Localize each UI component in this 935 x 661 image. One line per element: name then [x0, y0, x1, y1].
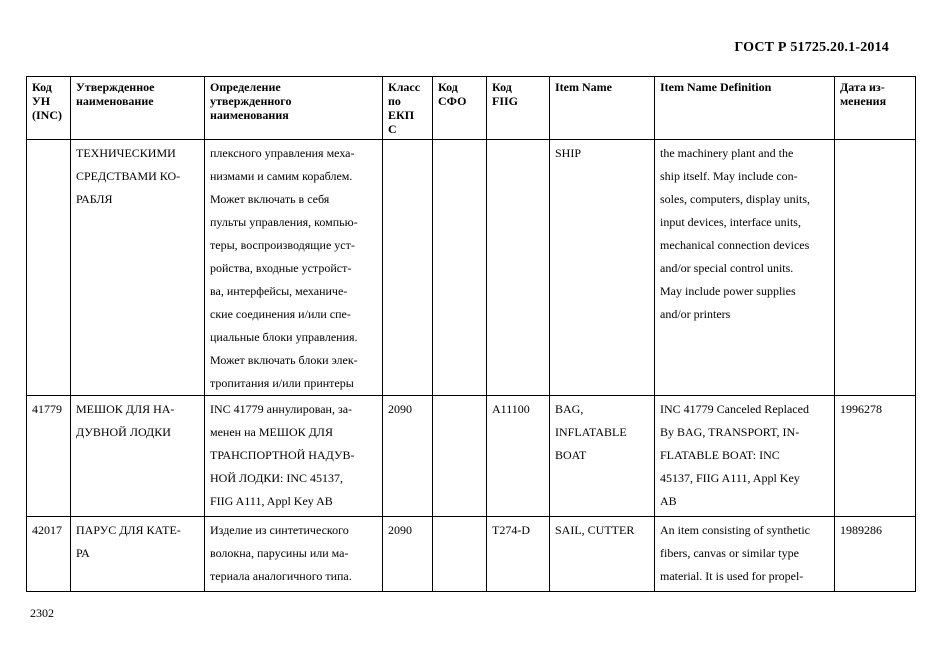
table-row — [27, 140, 916, 396]
header-fiig-code: Код FIIG — [487, 77, 550, 140]
cell-item-name-definition: INC 41779 Canceled Replaced By BAG, TRANSPORT, IN- FLATABLE BOAT: INC 45137, FIIG A111, Appl Key AB — [655, 396, 835, 517]
cell-item-name-definition: the machinery plant and the ship itself. May include con- soles, computers, display units, input devices, interface units, mechanical connection devices and/or special control units. May include power supplies and/or printers — [655, 140, 835, 396]
table-header-row — [27, 77, 916, 140]
cell-sfo-code — [433, 517, 487, 592]
cell-definition: INC 41779 аннулирован, за- менен на МЕШОК ДЛЯ ТРАНСПОРТНОЙ НАДУВ- НОЙ ЛОДКИ: INC 45137, FIIG A111, Appl Key AB — [205, 396, 383, 517]
header-approved-name: Утвержденное наименование — [71, 77, 205, 140]
document-standard-code: ГОСТ Р 51725.20.1-2014 — [734, 40, 889, 55]
cell-item-name: SHIP — [550, 140, 655, 396]
cell-definition: Изделие из синтетического волокна, парусины или ма- териала аналогичного типа. — [205, 517, 383, 592]
cell-fiig-code — [487, 140, 550, 396]
cell-item-name: BAG, INFLATABLE BOAT — [550, 396, 655, 517]
table-row — [27, 396, 916, 517]
cell-sfo-code — [433, 140, 487, 396]
cell-item-name-definition: An item consisting of synthetic fibers, canvas or similar type material. It is used for propel- — [655, 517, 835, 592]
cell-definition: плексного управления меха- низмами и самим кораблем. Может включать в себя пульты управления, компью- теры, воспроизводящие уст- ройства, входные устройст- ва, интерфейсы, механиче- ские соединения и/или спе- циальные блоки управления. Может включать блоки элек- тропитания и/или принтеры — [205, 140, 383, 396]
cell-ekps-class — [383, 140, 433, 396]
cell-ekps-class: 2090 — [383, 396, 433, 517]
cell-approved-name: МЕШОК ДЛЯ НА- ДУВНОЙ ЛОДКИ — [71, 396, 205, 517]
header-ekps-class: Класс по ЕКП С — [383, 77, 433, 140]
header-item-name-definition: Item Name Definition — [655, 77, 835, 140]
cell-inc — [27, 140, 71, 396]
cell-fiig-code: A11100 — [487, 396, 550, 517]
cell-approved-name: ТЕХНИЧЕСКИМИ СРЕДСТВАМИ КО- РАБЛЯ — [71, 140, 205, 396]
header-definition: Определение утвержденного наименования — [205, 77, 383, 140]
header-change-date: Дата из- менения — [835, 77, 916, 140]
cell-change-date: 1996278 — [835, 396, 916, 517]
cell-sfo-code — [433, 396, 487, 517]
cell-inc: 42017 — [27, 517, 71, 592]
cell-change-date — [835, 140, 916, 396]
table-row — [27, 517, 916, 592]
nomenclature-table — [26, 76, 916, 592]
header-inc: Код УН (INC) — [27, 77, 71, 140]
cell-ekps-class: 2090 — [383, 517, 433, 592]
cell-item-name: SAIL, CUTTER — [550, 517, 655, 592]
page-number: 2302 — [30, 606, 54, 620]
cell-fiig-code: T274-D — [487, 517, 550, 592]
cell-change-date: 1989286 — [835, 517, 916, 592]
header-sfo-code: Код СФО — [433, 77, 487, 140]
cell-inc: 41779 — [27, 396, 71, 517]
cell-approved-name: ПАРУС ДЛЯ КАТЕ- РА — [71, 517, 205, 592]
header-item-name: Item Name — [550, 77, 655, 140]
